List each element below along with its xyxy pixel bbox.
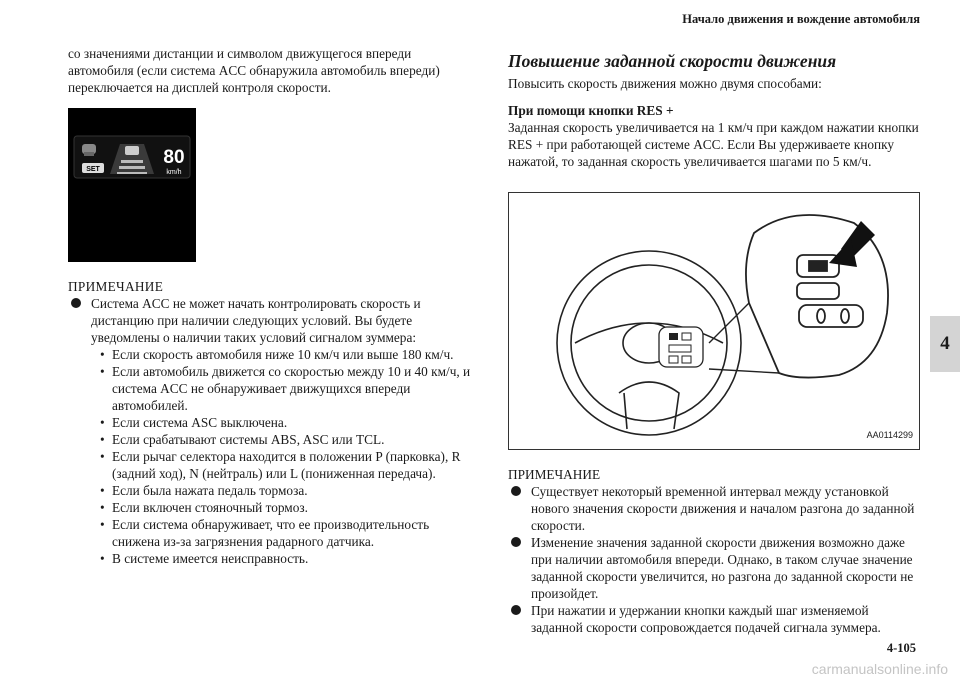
condition-item: • Если включен стояночный тормоз. [100,499,478,516]
page-header: Начало движения и вождение автомобиля [682,12,920,26]
speed-value: 80 [163,147,185,168]
car-ahead-icon [82,144,96,156]
condition-item: • Если рычаг селектора находится в положении P (парковка), R (задний ход), N (нейтраль) или L (пониженная передача). [100,448,478,482]
set-label: SET [86,166,100,173]
steering-switch-cluster-icon [659,327,703,367]
figure-code: AA0114299 [866,430,913,440]
condition-item: • Если система ASC выключена. [100,414,478,431]
right-note-item [508,602,920,636]
bullet-dot-icon [71,298,81,308]
vehicle-ahead-icon [125,146,139,155]
right-note-text: Изменение значения заданной скорости движения возможно даже при наличии автомобиля впереди. Однако, в таком случае значение заданной скорости увеличится, но разгона до заданной скорости не произойдет. [531,535,914,601]
right-note-text: При нажатии и удержании кнопки каждый шаг изменяемой заданной скорости сопровождается подачей сигнала зуммера. [531,603,881,635]
condition-item: • Если была нажата педаль тормоза. [100,482,478,499]
condition-item: • Если система обнаруживает, что ее производительность снижена из-за загрязнения радарного датчика. [100,516,478,550]
section-intro: Повысить скорость движения можно двумя способами: [508,76,822,91]
bullet-dot-icon [511,537,521,547]
right-note-item [508,534,920,602]
left-note-text: Система ACC не может начать контролировать скорость и дистанцию при наличии следующих условий. Вы будете уведомлены о наличии таких условий сигналом зуммера: [91,296,421,345]
section-title: Повышение заданной скорости движения [508,51,837,71]
steering-wheel-illustration [509,193,919,449]
conditions-list [68,346,478,567]
condition-item: • Если срабатывают системы ABS, ASC или TCL. [100,431,478,448]
left-note-heading: ПРИМЕЧАНИЕ [68,279,164,294]
bullet-dot-icon [511,486,521,496]
condition-item: • Если автомобиль движется со скоростью между 10 и 40 км/ч, и система ACC не обнаруживает движущихся впереди автомобилей. [100,363,478,414]
left-note-item [68,295,478,346]
steering-wheel-icon [557,251,741,435]
section-subhead: При помощи кнопки RES + [508,103,674,118]
right-column [508,45,920,636]
bullet-dot-icon [511,605,521,615]
speed-unit: km/h [166,169,182,176]
right-note-text: Существует некоторый временной интервал между установкой нового значения скорости движения и началом разгона до заданной скорости. [531,484,915,533]
condition-item: • Если скорость автомобиля ниже 10 км/ч или выше 180 км/ч. [100,346,478,363]
steering-wheel-figure [508,192,920,450]
chapter-tab: 4 [930,316,960,372]
section-body: Заданная скорость увеличивается на 1 км/ч при каждом нажатии кнопки RES + при работающей системе ACC. Если Вы удерживаете кнопку нажатой, то заданная скорость увеличивается шагами по 5 км/ч. [508,120,919,169]
left-column [68,45,478,567]
left-intro: со значениями дистанции и символом движущегося впереди автомобиля (если система ACC обнаружила автомобиль впереди) переключается на дисплей контроля скорости. [68,46,440,95]
acc-display-image [68,108,196,262]
right-note-heading: ПРИМЕЧАНИЕ [508,467,601,482]
display-graphic [68,108,196,262]
condition-item: • В системе имеется неисправность. [100,550,478,567]
watermark: carmanualsonline.info [811,661,948,677]
page-number: 4-105 [886,641,916,655]
right-note-item [508,483,920,534]
